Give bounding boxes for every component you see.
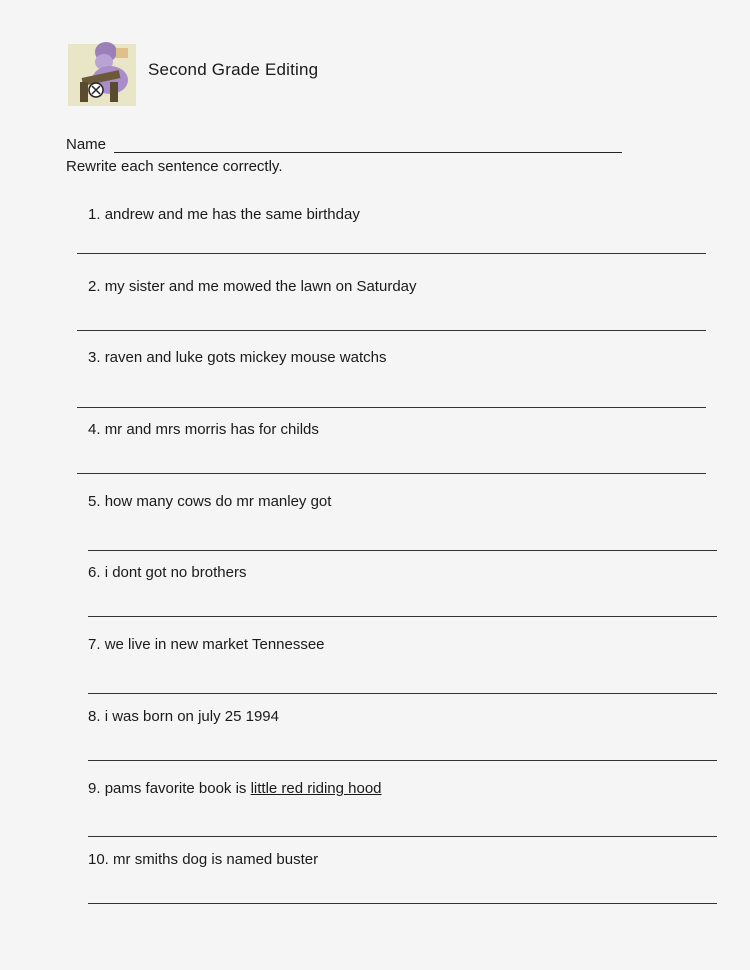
question-item [88, 564, 246, 581]
answer-line[interactable] [88, 903, 717, 904]
question-text: raven and luke gots mickey mouse watchs [104, 349, 387, 366]
question-number: 4. [88, 421, 105, 438]
question-item [88, 349, 387, 366]
question-text: my sister and me mowed the lawn on Saturday [104, 278, 417, 295]
question-number: 10. [88, 851, 114, 868]
answer-line[interactable] [88, 836, 717, 837]
question-number: 3. [88, 349, 105, 366]
name-label: Name [66, 136, 107, 153]
question-text: andrew and me has the same birthday [104, 206, 360, 223]
question-number: 1. [88, 206, 105, 223]
question-text: how many cows do mr manley got [104, 493, 332, 510]
question-text: i dont got no brothers [104, 564, 247, 581]
question-text: mr smiths dog is named buster [113, 851, 319, 868]
question-text: we live in new market Tennessee [104, 636, 325, 653]
question-item [88, 780, 382, 797]
question-item [88, 206, 360, 223]
question-item [88, 851, 318, 868]
question-text: i was born on july 25 1994 [104, 708, 279, 725]
answer-line[interactable] [88, 550, 717, 551]
name-field[interactable] [114, 134, 622, 153]
answer-line[interactable] [77, 253, 706, 254]
question-item [88, 708, 279, 725]
question-number: 5. [88, 493, 105, 510]
question-number: 9. [88, 780, 105, 797]
page-title: Second Grade Editing [148, 60, 319, 79]
answer-line[interactable] [77, 473, 706, 474]
answer-line[interactable] [88, 760, 717, 761]
answer-line[interactable] [77, 330, 706, 331]
instructions: Rewrite each sentence correctly. [66, 158, 283, 175]
question-item [88, 278, 417, 295]
name-field-row [66, 134, 622, 153]
question-number: 6. [88, 564, 105, 581]
question-number: 2. [88, 278, 105, 295]
question-text: pams favorite book is [104, 780, 247, 797]
book-title: little red riding hood [250, 780, 382, 797]
answer-line[interactable] [77, 407, 706, 408]
question-item [88, 636, 325, 653]
question-item [88, 421, 319, 438]
answer-line[interactable] [88, 693, 717, 694]
question-item [88, 493, 331, 510]
question-text: mr and mrs morris has for childs [104, 421, 319, 438]
question-number: 7. [88, 636, 105, 653]
question-number: 8. [88, 708, 105, 725]
student-at-desk-icon [66, 36, 138, 108]
header [66, 36, 138, 108]
answer-line[interactable] [88, 616, 717, 617]
